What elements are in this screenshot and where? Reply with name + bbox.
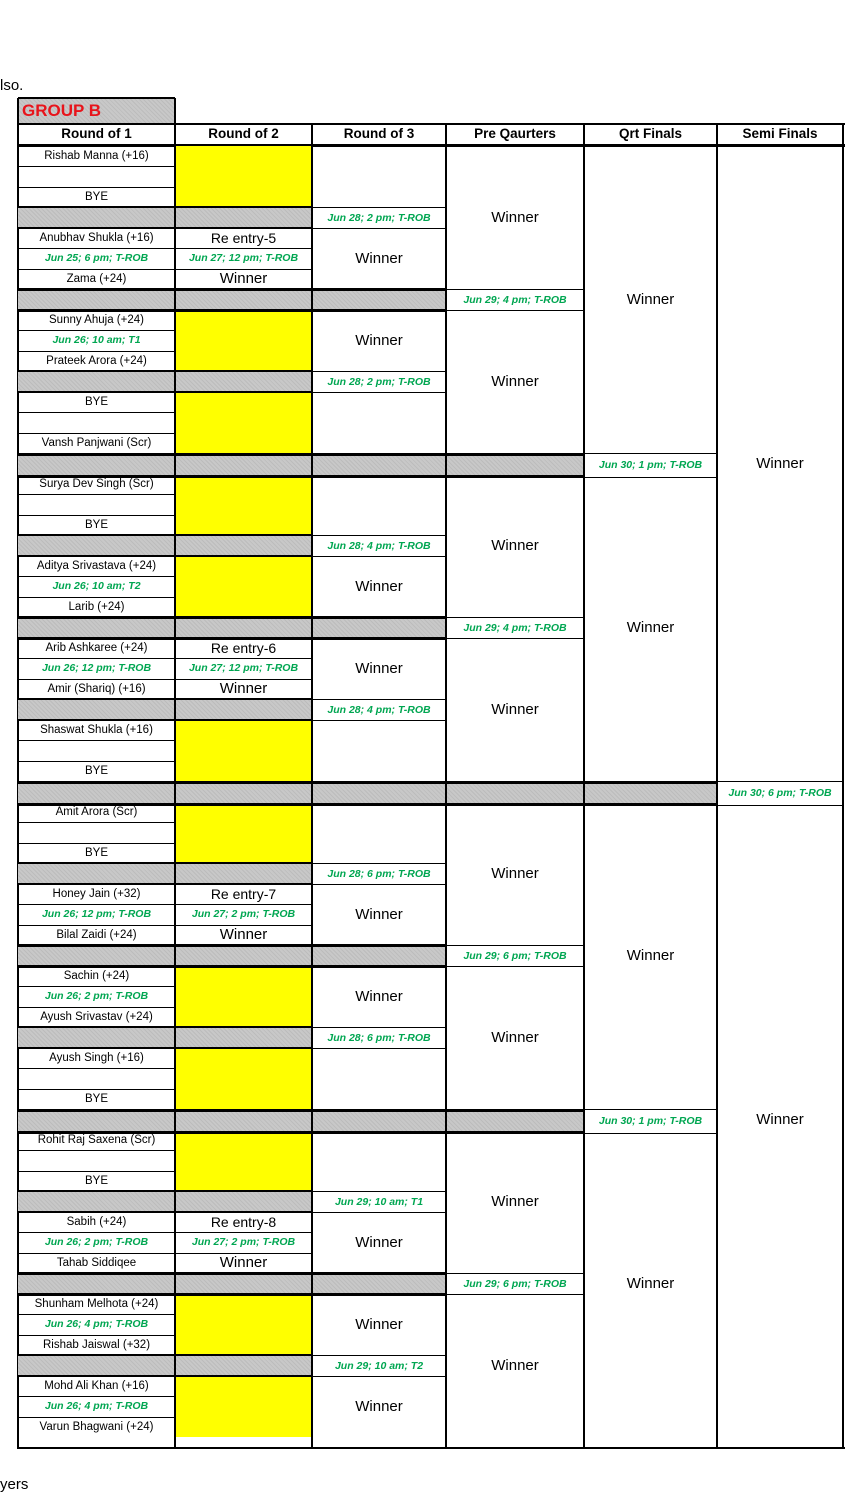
player-name: Sunny Ahuja (+24) (49, 314, 144, 327)
match-schedule: Jun 26; 12 pm; T-ROB (41, 908, 152, 921)
prequarter-winner: Winner (491, 373, 539, 390)
match-schedule: Jun 26; 2 pm; T-ROB (44, 990, 149, 1003)
quarterfinal-winner: Winner (626, 291, 675, 308)
grid-line (584, 1133, 717, 1134)
grid-line (18, 761, 175, 762)
grid-line (18, 494, 175, 495)
grid-line (312, 371, 446, 372)
round3-empty (312, 146, 446, 207)
reentry-label: Re entry-5 (210, 230, 277, 247)
player-name: Prateek Arora (+24) (46, 354, 147, 367)
grid-line (18, 1007, 175, 1008)
match-schedule: Jun 26; 10 am; T1 (52, 334, 141, 347)
grid-line (18, 1131, 584, 1134)
player-name: Aditya Srivastava (+24) (36, 560, 157, 573)
grid-line (18, 843, 175, 844)
quarterfinal-schedule: Jun 30; 1 pm; T-ROB (598, 459, 703, 471)
grid-line (312, 1048, 446, 1049)
player-name: Rishab Manna (+16) (44, 150, 149, 163)
grid-line (18, 227, 312, 229)
player-name: Honey Jain (+32) (52, 888, 141, 901)
empty-cell (18, 822, 175, 842)
match-schedule: Jun 26; 4 pm; T-ROB (44, 1318, 149, 1331)
round3-schedule: Jun 28; 6 pm; T-ROB (327, 867, 431, 880)
prequarter-winner: Winner (491, 537, 539, 554)
grid-line (18, 1253, 175, 1254)
grid-line (311, 146, 313, 1449)
grid-line (584, 477, 717, 478)
grid-line (18, 1190, 312, 1192)
grid-line (18, 616, 446, 619)
prequarter-schedule: Jun 29; 6 pm; T-ROB (463, 1277, 567, 1290)
grid-line (18, 412, 175, 413)
grid-line (842, 146, 844, 1449)
round3-winner: Winner (355, 250, 403, 267)
player-name: Varun Bhagwani (+24) (39, 1420, 154, 1433)
grid-line (18, 269, 175, 270)
round3-winner: Winner (355, 988, 403, 1005)
empty-cell (18, 1150, 175, 1170)
reentry-winner: Winner (219, 680, 268, 698)
grid-line (18, 1335, 175, 1336)
reentry-schedule: Jun 27; 2 pm; T-ROB (191, 908, 296, 921)
grid-line (18, 1171, 175, 1172)
grid-line (175, 1232, 312, 1233)
grid-line (312, 1027, 446, 1028)
round3-winner: Winner (355, 1234, 403, 1251)
grid-line (18, 883, 312, 885)
grid-line (312, 699, 446, 700)
bye-box (175, 556, 312, 617)
grid-line (312, 392, 446, 393)
bye-box (175, 802, 312, 863)
match-schedule: Jun 25; 6 pm; T-ROB (44, 252, 149, 265)
grid-line (18, 1354, 312, 1356)
grid-line (446, 638, 584, 639)
grid-line (312, 863, 446, 864)
grid-line (18, 97, 175, 99)
grid-line (18, 1150, 175, 1151)
player-name: Amir (Shariq) (+16) (47, 682, 146, 695)
grid-line (446, 289, 584, 290)
grid-line (716, 124, 718, 146)
bye-box (175, 1130, 312, 1191)
header-0: Round of 1 (61, 125, 132, 141)
round3-schedule: Jun 29; 10 am; T1 (334, 1195, 424, 1208)
grid-line (717, 805, 843, 806)
grid-line (717, 781, 843, 782)
grid-line (18, 166, 175, 167)
grid-line (18, 351, 175, 352)
header-2: Round of 3 (343, 125, 415, 141)
player-name: BYE (84, 190, 108, 203)
separator-bar (18, 699, 312, 720)
bye-box (175, 966, 312, 1027)
quarterfinal-winner: Winner (626, 1275, 675, 1292)
grid-line (18, 370, 312, 372)
grid-line (842, 124, 844, 146)
grid-line (311, 124, 313, 146)
grid-line (18, 597, 175, 598)
grid-line (175, 269, 312, 270)
grid-line (18, 576, 175, 577)
bye-box (175, 146, 312, 207)
grid-line (18, 433, 175, 434)
reentry-schedule: Jun 27; 12 pm; T-ROB (188, 662, 299, 675)
grid-line (18, 925, 175, 926)
bye-box (175, 310, 312, 371)
match-schedule: Jun 26; 4 pm; T-ROB (44, 1400, 149, 1413)
player-name: Rohit Raj Saxena (Scr) (37, 1134, 156, 1147)
grid-line (18, 330, 175, 331)
separator-bar (18, 453, 584, 477)
player-name: Surya Dev Singh (Scr) (39, 478, 154, 491)
reentry-winner: Winner (219, 1254, 268, 1272)
grid-line (18, 534, 312, 536)
empty-cell (18, 166, 175, 186)
grid-line (446, 945, 584, 946)
round3-empty (312, 720, 446, 781)
separator-bar (18, 289, 446, 310)
grid-line (312, 1212, 446, 1213)
player-name: Anubhav Shukla (+16) (39, 232, 154, 245)
grid-line (312, 556, 446, 557)
semifinal-winner: Winner (756, 455, 804, 472)
grid-line (18, 986, 175, 987)
grid-line (174, 124, 176, 146)
grid-line (18, 248, 175, 249)
round3-schedule: Jun 28; 2 pm; T-ROB (327, 211, 431, 224)
round3-schedule: Jun 28; 4 pm; T-ROB (327, 703, 431, 716)
bye-box (175, 1294, 312, 1355)
prequarter-winner: Winner (491, 209, 539, 226)
bye-box (175, 1048, 312, 1109)
round3-schedule: Jun 28; 2 pm; T-ROB (327, 375, 431, 388)
semifinal-schedule: Jun 30; 6 pm; T-ROB (728, 787, 832, 799)
grid-line (18, 679, 175, 680)
grid-line (175, 658, 312, 659)
player-name: Ayush Srivastav (+24) (40, 1010, 153, 1023)
grid-line (18, 1047, 312, 1049)
player-name: Bilal Zaidi (+24) (56, 928, 137, 941)
grid-line (18, 740, 175, 741)
round3-winner: Winner (355, 906, 403, 923)
match-schedule: Jun 26; 2 pm; T-ROB (44, 1236, 149, 1249)
prequarter-schedule: Jun 29; 4 pm; T-ROB (463, 621, 567, 634)
grid-line (18, 1396, 175, 1397)
grid-line (445, 146, 447, 1449)
header-3: Pre Qaurters (474, 125, 556, 141)
grid-line (18, 1447, 845, 1449)
player-name: Sachin (+24) (63, 970, 130, 983)
grid-line (446, 1273, 584, 1274)
bye-box (175, 1376, 312, 1437)
grid-line (312, 1376, 446, 1377)
round3-winner: Winner (355, 1316, 403, 1333)
grid-line (175, 904, 312, 905)
separator-bar (18, 1355, 312, 1376)
player-name: Vansh Panjwani (Scr) (41, 436, 152, 449)
player-name: BYE (84, 396, 108, 409)
grid-line (18, 391, 312, 393)
reentry-schedule: Jun 27; 2 pm; T-ROB (191, 1236, 296, 1249)
prequarter-winner: Winner (491, 701, 539, 718)
round3-schedule: Jun 28; 6 pm; T-ROB (327, 1031, 431, 1044)
separator-bar (18, 1109, 584, 1133)
separator-bar (18, 945, 446, 966)
round3-empty (312, 392, 446, 453)
separator-bar (18, 1027, 312, 1048)
header-1: Round of 2 (208, 125, 279, 141)
player-name: Mohd Ali Khan (+16) (44, 1380, 149, 1393)
round3-winner: Winner (355, 332, 403, 349)
reentry-schedule: Jun 27; 12 pm; T-ROB (188, 252, 299, 265)
grid-line (18, 515, 175, 516)
empty-cell (18, 1068, 175, 1088)
grid-line (18, 1026, 312, 1028)
grid-line (312, 1355, 446, 1356)
grid-line (18, 309, 446, 312)
separator-bar (18, 781, 717, 805)
player-name: Ayush Singh (+16) (49, 1052, 144, 1065)
grid-line (175, 679, 312, 680)
player-name: BYE (84, 764, 108, 777)
separator-bar (18, 207, 312, 228)
grid-line (18, 944, 446, 947)
grid-line (175, 925, 312, 926)
prequarter-winner: Winner (491, 865, 539, 882)
grid-line (18, 475, 584, 478)
grid-line (18, 1272, 446, 1275)
player-name: Larib (+24) (68, 600, 125, 613)
semifinal-winner: Winner (756, 1111, 804, 1128)
grid-line (175, 248, 312, 249)
grid-line (583, 146, 585, 1449)
separator-bar (18, 617, 446, 638)
round3-schedule: Jun 29; 10 am; T2 (334, 1359, 424, 1372)
quarterfinal-winner: Winner (626, 619, 675, 636)
grid-line (18, 453, 584, 456)
round3-schedule: Jun 28; 4 pm; T-ROB (327, 539, 431, 552)
grid-line (18, 637, 446, 640)
player-name: BYE (84, 846, 108, 859)
separator-bar (18, 535, 312, 556)
separator-bar (18, 1191, 312, 1212)
quarterfinal-schedule: Jun 30; 1 pm; T-ROB (598, 1115, 703, 1127)
round3-winner: Winner (355, 578, 403, 595)
reentry-label: Re entry-8 (210, 1214, 277, 1231)
grid-line (18, 1232, 175, 1233)
match-schedule: Jun 26; 12 pm; T-ROB (41, 662, 152, 675)
bye-box (175, 392, 312, 453)
grid-line (445, 124, 447, 146)
grid-line (583, 124, 585, 146)
player-name: Amit Arora (Scr) (55, 806, 138, 819)
grid-line (446, 310, 584, 311)
grid-line (716, 146, 718, 1449)
player-name: Zama (+24) (66, 272, 127, 285)
round3-empty (312, 802, 446, 863)
grid-line (18, 822, 175, 823)
player-name: Shunham Melhota (+24) (34, 1298, 159, 1311)
separator-bar (18, 1273, 446, 1294)
grid-line (312, 720, 446, 721)
page-fragment-top: lso. (0, 77, 24, 94)
grid-line (18, 658, 175, 659)
empty-cell (18, 494, 175, 514)
prequarter-winner: Winner (491, 1357, 539, 1374)
player-name: Rishab Jaiswal (+32) (42, 1338, 151, 1351)
player-name: Shaswat Shukla (+16) (40, 724, 153, 737)
prequarter-winner: Winner (491, 1029, 539, 1046)
grid-line (446, 966, 584, 967)
grid-line (175, 1253, 312, 1254)
round3-winner: Winner (355, 1398, 403, 1415)
bye-box (175, 720, 312, 781)
round3-winner: Winner (355, 660, 403, 677)
group-title: GROUP B (22, 101, 102, 120)
empty-cell (18, 740, 175, 760)
round3-empty (312, 1048, 446, 1109)
grid-line (18, 1109, 584, 1112)
grid-line (18, 803, 717, 806)
grid-line (18, 123, 845, 125)
grid-line (18, 781, 717, 784)
header-4: Qrt Finals (618, 125, 682, 141)
grid-line (18, 1089, 175, 1090)
grid-line (18, 698, 312, 700)
grid-line (18, 1211, 312, 1213)
page-fragment-bottom: yers (0, 1476, 29, 1493)
prequarter-winner: Winner (491, 1193, 539, 1210)
player-name: BYE (84, 1092, 108, 1105)
prequarter-schedule: Jun 29; 4 pm; T-ROB (463, 293, 567, 306)
grid-line (584, 453, 717, 454)
reentry-label: Re entry-6 (210, 640, 277, 657)
grid-line (18, 288, 446, 291)
grid-line (18, 965, 446, 968)
grid-line (18, 1417, 175, 1418)
grid-line (174, 146, 176, 1449)
grid-line (18, 555, 312, 557)
grid-line (18, 862, 312, 864)
round3-empty (312, 1130, 446, 1191)
reentry-winner: Winner (219, 270, 268, 288)
bye-box (175, 474, 312, 535)
grid-line (446, 617, 584, 618)
separator-bar (18, 371, 312, 392)
match-schedule: Jun 26; 10 am; T2 (52, 580, 141, 593)
grid-line (312, 535, 446, 536)
grid-line (18, 206, 312, 208)
grid-line (312, 1191, 446, 1192)
grid-line (18, 1314, 175, 1315)
prequarter-schedule: Jun 29; 6 pm; T-ROB (463, 949, 567, 962)
grid-line (18, 1293, 446, 1296)
grid-line (312, 207, 446, 208)
grid-line (312, 228, 446, 229)
reentry-label: Re entry-7 (210, 886, 277, 903)
grid-line (18, 719, 312, 721)
header-5: Semi Finals (742, 125, 818, 141)
empty-cell (18, 412, 175, 432)
grid-line (584, 1109, 717, 1110)
player-name: Sabih (+24) (66, 1216, 127, 1229)
quarterfinal-winner: Winner (626, 947, 675, 964)
player-name: BYE (84, 1174, 108, 1187)
grid-line (18, 1068, 175, 1069)
reentry-winner: Winner (219, 926, 268, 944)
grid-line (446, 1294, 584, 1295)
grid-line (18, 1375, 312, 1377)
grid-line (18, 904, 175, 905)
grid-line (18, 187, 175, 188)
separator-bar (18, 863, 312, 884)
round3-empty (312, 474, 446, 535)
player-name: BYE (84, 518, 108, 531)
player-name: Arib Ashkaree (+24) (45, 642, 148, 655)
grid-line (312, 884, 446, 885)
player-name: Tahab Siddiqee (56, 1256, 137, 1269)
